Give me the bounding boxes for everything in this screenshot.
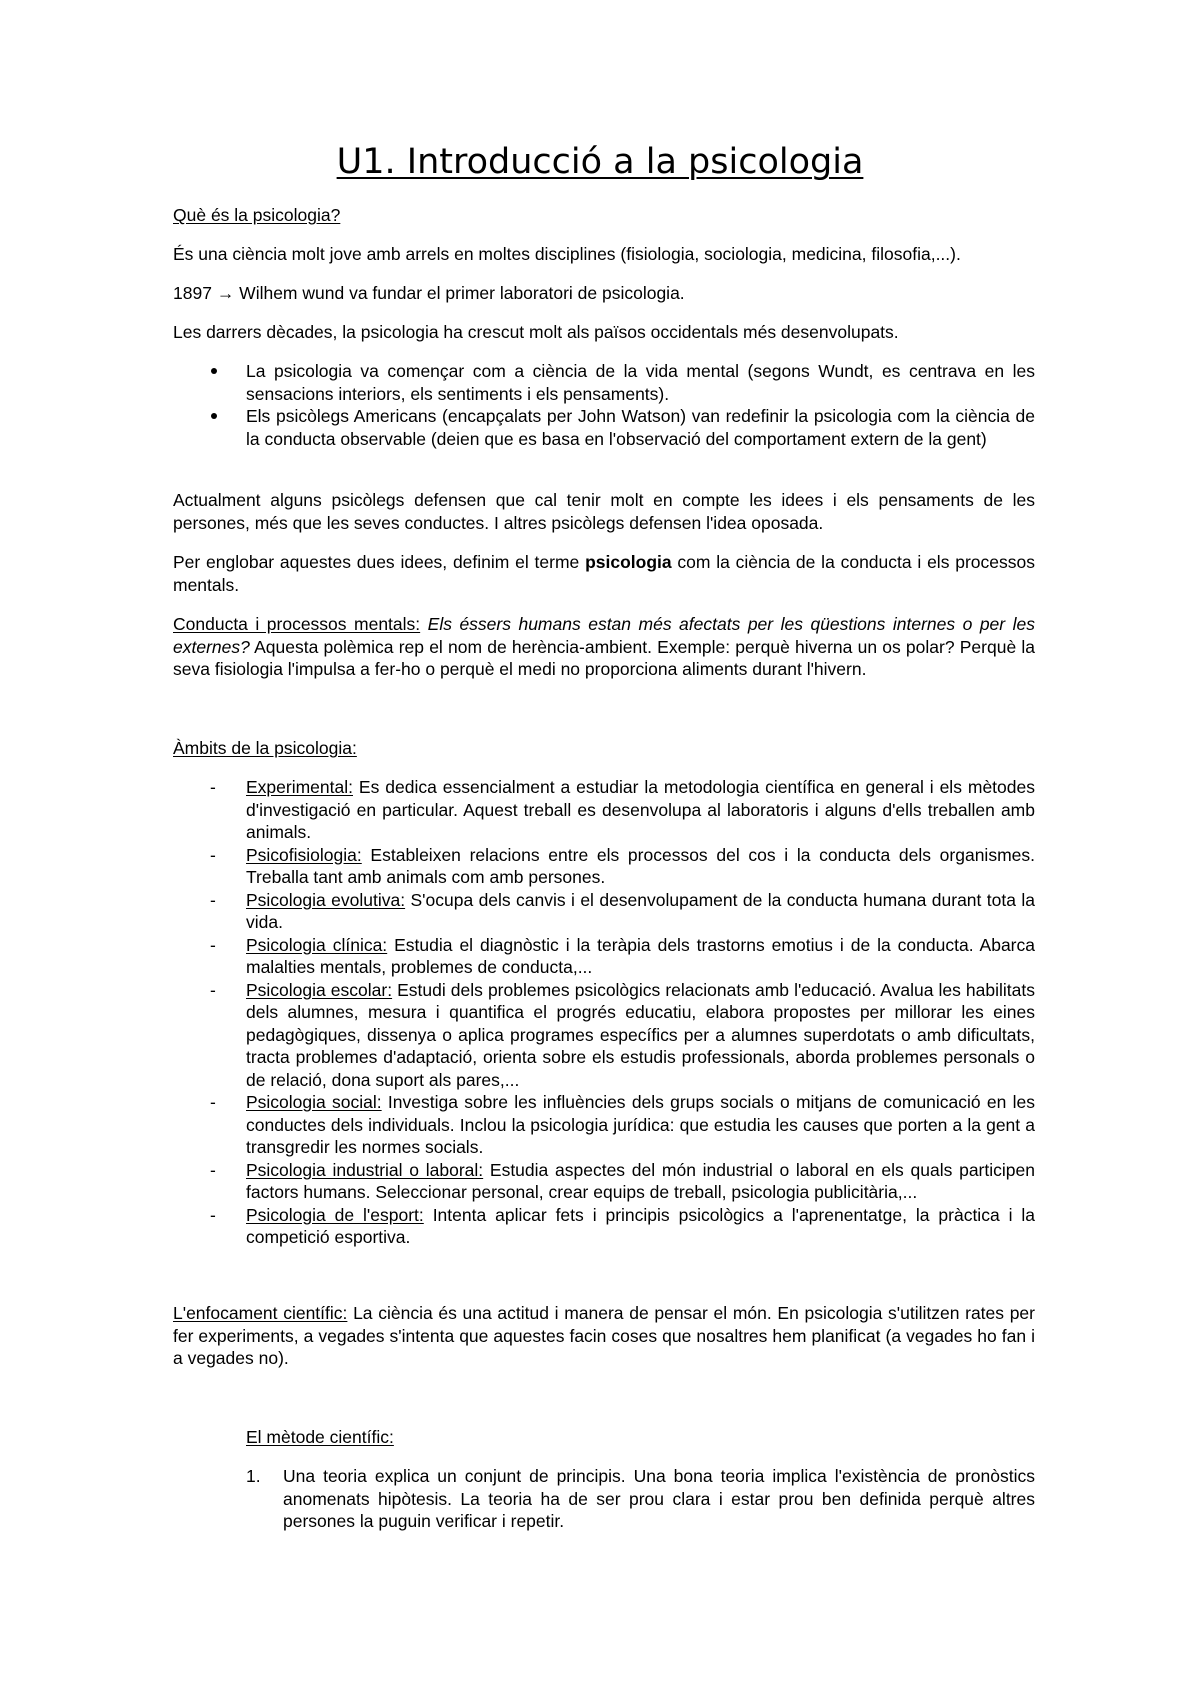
field-label: Psicologia escolar: [246,979,393,1000]
scientific-approach-label: L'enfocament científic: [173,1303,348,1323]
field-text: Estableixen relacions entre els processos del cos i la conducta dels organismes. Treballa tant amb animals com amb persones. [246,844,1035,887]
list-item [173,1204,1035,1249]
list-item [173,405,1035,450]
year-text: 1897 [173,283,212,303]
dash-marker: - [210,1159,216,1180]
field-text: Estudia el diagnòstic i la teràpia dels trastorns emotius i de la conducta. Abarca malalties mentals, problemes de conducta,... [246,934,1035,977]
dash-marker: - [210,979,216,1000]
field-text: Investiga sobre les influències dels grups socials o mitjans de comunicació en les conductes dels individuals. Inclou la psicologia jurídica: que estudia les causes que porten a la gent a transgredir les normes socials. [246,1092,1036,1157]
arrow-icon: → [216,283,235,303]
list-item [173,360,1035,405]
list-item [173,979,1035,1092]
field-text: Es dedica essencialment a estudiar la metodologia científica en general i els mètodes d'investigació en particular. Aquest treball es desenvolupa al laboratoris i alguns d'ells treballen amb animals. [246,777,1035,842]
field-text: S'ocupa dels canvis i el desenvolupament de la conducta humana durant tota la vida. [246,889,1035,932]
dash-marker: - [210,844,216,865]
page-title: U1. Introducció a la psicologia [336,142,864,182]
conduct-question: Els éssers humans estan més afectats per les qüestions internes o per les externes? [173,614,1035,657]
term-psicologia: psicologia [585,552,672,572]
dash-marker: - [210,934,216,955]
method-steps-list [210,1465,1035,1533]
paragraph-currently: Actualment alguns psicòlegs defensen que cal tenir molt en compte les idees i els pensaments de les persones, més que les seves conductes. I altres psicòlegs defensen l'idea oposada. [173,490,1035,533]
dash-marker: - [210,889,216,910]
list-item [173,934,1035,979]
list-item-text: La psicologia va començar com a ciència de la vida mental (segons Wundt, es centrava en les sensacions interiors, els sentiments i els pensaments). [246,361,1035,404]
paragraph-definition-psychology [173,551,1035,596]
paragraph-1897 [173,282,1035,305]
conduct-text: Aquesta polèmica rep el nom de herència-ambient. Exemple: perquè hiverna un os polar? Perquè la seva fisiologia l'impulsa a fer-ho o perquè el medi no proporciona aliments durant l'hivern. [173,636,1035,679]
list-item-text: Els psicòlegs Americans (encapçalats per John Watson) van redefinir la psicologia com la ciència de la conducta observable (deien que es basa en l'observació del comportament extern de la gent) [246,406,1035,449]
paragraph-text: Per englobar aquestes dues idees, definim el terme [173,552,586,572]
step-text: Una teoria explica un conjunt de principis. Una bona teoria implica l'existència de pronòstics anomenats hipòtesis. La teoria ha de ser prou clara i estar prou ben definida perquè altres persones la puguin verificar i repetir. [283,1466,1035,1531]
section-heading-what-is: Què és la psicologia? [173,205,341,225]
dash-marker: - [210,1092,216,1112]
paragraph-conduct [173,613,1035,681]
list-item [173,889,1035,934]
bullet-icon [211,413,217,419]
step-number: 1. [246,1466,261,1486]
dash-marker: - [210,1204,216,1225]
paragraph-text: com la ciència de la conducta i els processos mentals. [173,552,1035,595]
paragraph-scientific-approach [173,1302,1035,1370]
field-label: Psicologia clínica: [246,934,388,955]
list-item [173,1091,1035,1159]
field-text: Estudi dels problemes psicològics relacionats amb l'educació. Avalua les habilitats dels alumnes, mesura i quantifica el progrés educatiu, elabora propostes per millorar les eines pedagògiques, dissenya o aplica programes específics per a alumnes superdotats o amb dificultats, tracta problemes d'adaptació, orienta sobre els estudis professionals, aborda problemes personals o de relació, dona suport als pares,... [246,979,1035,1090]
method-heading: El mètode científic: [246,1427,394,1447]
section-heading-fields: Àmbits de la psicologia: [173,738,357,758]
field-text: Intenta aplicar fets i principis psicològics a l'aprenentatge, la pràctica i la competició esportiva. [246,1204,1035,1247]
list-item [173,844,1035,889]
conduct-label: Conducta i processos mentals: [173,614,421,634]
dash-marker: - [210,777,216,797]
bullet-list [173,360,1035,450]
paragraph-1897-text: Wilhem wund va fundar el primer laboratori de psicologia. [234,283,685,303]
field-text: Estudia aspectes del món industrial o laboral en els quals participen factors humans. Seleccionar personal, crear equips de treball, psicologia publicitària,... [246,1159,1035,1202]
field-label: Experimental: [246,777,353,797]
list-item [173,1159,1035,1204]
field-label: Psicologia industrial o laboral: [246,1159,484,1180]
fields-list [173,776,1035,1249]
list-item [173,776,1035,844]
field-label: Psicologia de l'esport: [246,1204,424,1225]
field-label: Psicofisiologia: [246,844,362,865]
paragraph-definition: És una ciència molt jove amb arrels en moltes disciplines (fisiologia, sociologia, medicina, filosofia,...). [173,244,961,264]
field-label: Psicologia social: [246,1092,382,1112]
bullet-icon [211,368,217,374]
scientific-approach-text: La ciència és una actitud i manera de pensar el món. En psicologia s'utilitzen rates per fer experiments, a vegades s'intenta que aquestes facin coses que nosaltres hem planificat (a vegades ho fan i a vegades no). [173,1303,1035,1368]
list-item [210,1465,1035,1533]
field-label: Psicologia evolutiva: [246,889,406,910]
paragraph-growth: Les darrers dècades, la psicologia ha crescut molt als països occidentals més desenvolupats. [173,322,899,342]
